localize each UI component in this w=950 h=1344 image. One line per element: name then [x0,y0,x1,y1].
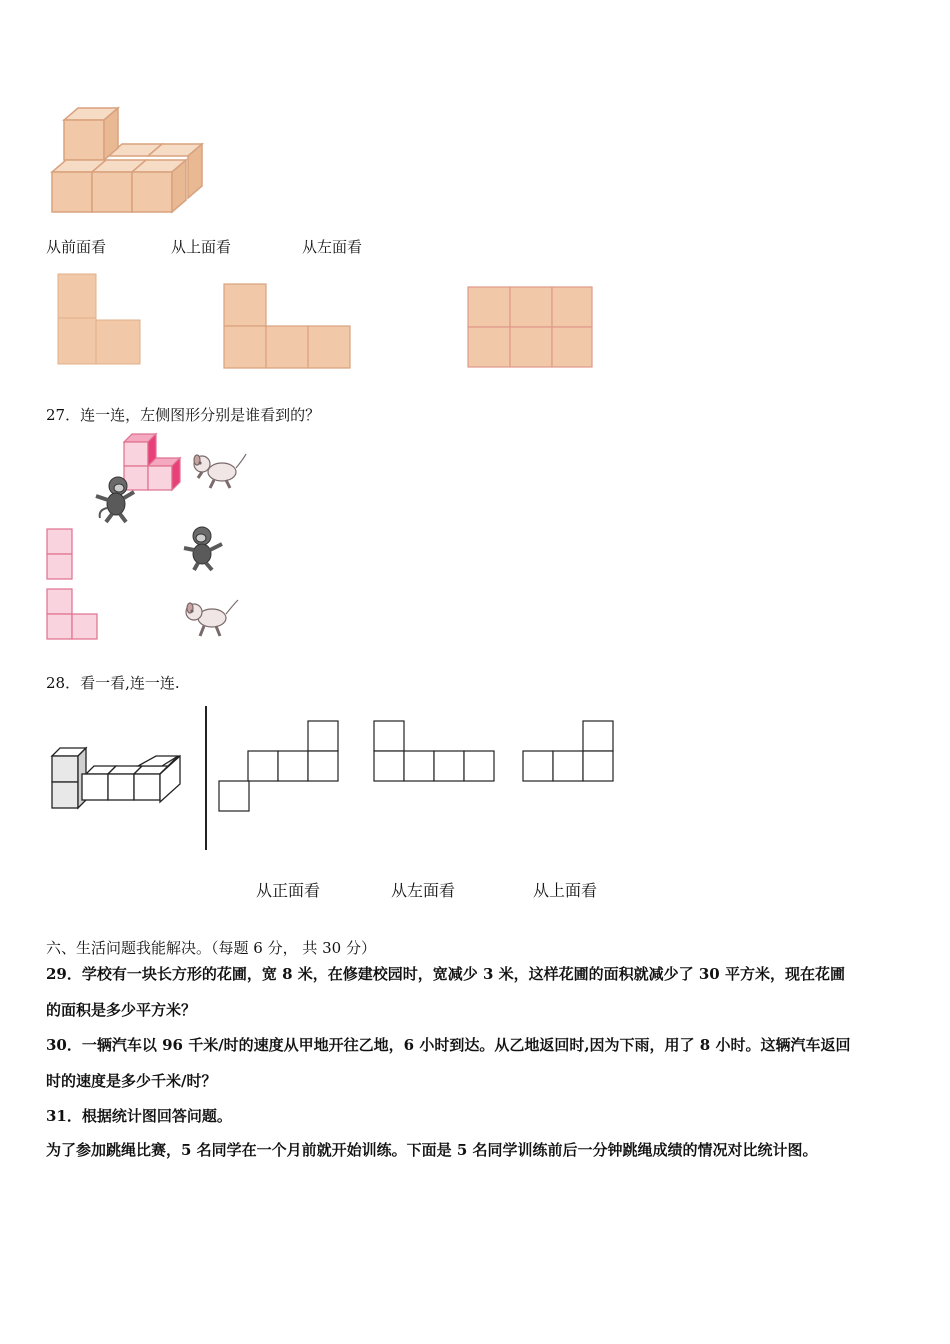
q26-label-top: 从上面看 [171,238,232,256]
q28-cube-figure [48,746,188,814]
q28-label-front: 从正面看 [256,881,321,900]
q29-line2: 的面积是多少平方米？ [46,1001,197,1019]
q28-label-left: 从左面看 [391,881,456,900]
q31-line2: 为了参加跳绳比赛，5 名同学在一个月前就开始训练。下面是 5 名同学训练前后一分钟跳绳成绩的情况对比统计图。 [46,1141,818,1159]
q27-title: 27．连一连，左侧图形分别是谁看到的？ [46,406,321,424]
q27-option-1 [46,528,74,580]
q26-view-c [466,285,596,371]
q26-label-front: 从前面看 [46,238,107,256]
q28-view-b [372,719,498,783]
q31-line1: 31．根据统计图回答问题。 [46,1107,232,1125]
q28-title: 28．看一看,连一连. [46,674,180,692]
section6-heading: 六、生活问题我能解决。（每题 6 分， 共 30 分） [46,939,376,957]
q26-label-left: 从左面看 [302,238,363,256]
q26-view-a [56,272,146,368]
q28-divider [205,706,207,850]
q26-cube-figure [48,100,208,218]
dog-icon [188,450,248,492]
q30-line2: 时的速度是多少千米/时？ [46,1072,217,1090]
monkey-option-icon [180,524,226,572]
q30-line1: 30．一辆汽车以 96 千米/时的速度从甲地开往乙地，6 小时到达。从乙地返回时,因为下雨，用了 8 小时。这辆汽车返回 [46,1036,851,1054]
dog-option-icon [180,596,242,640]
q28-label-top: 从上面看 [533,881,598,900]
monkey-icon [92,474,138,524]
q28-view-c [521,719,617,783]
q28-view-a [218,719,342,813]
q26-view-b [222,282,354,370]
q29-line1: 29．学校有一块长方形的花圃，宽 8 米，在修建校园时，宽减少 3 米，这样花圃的面积就减少了 30 平方米，现在花圃 [46,965,845,983]
q27-option-2 [46,588,100,640]
